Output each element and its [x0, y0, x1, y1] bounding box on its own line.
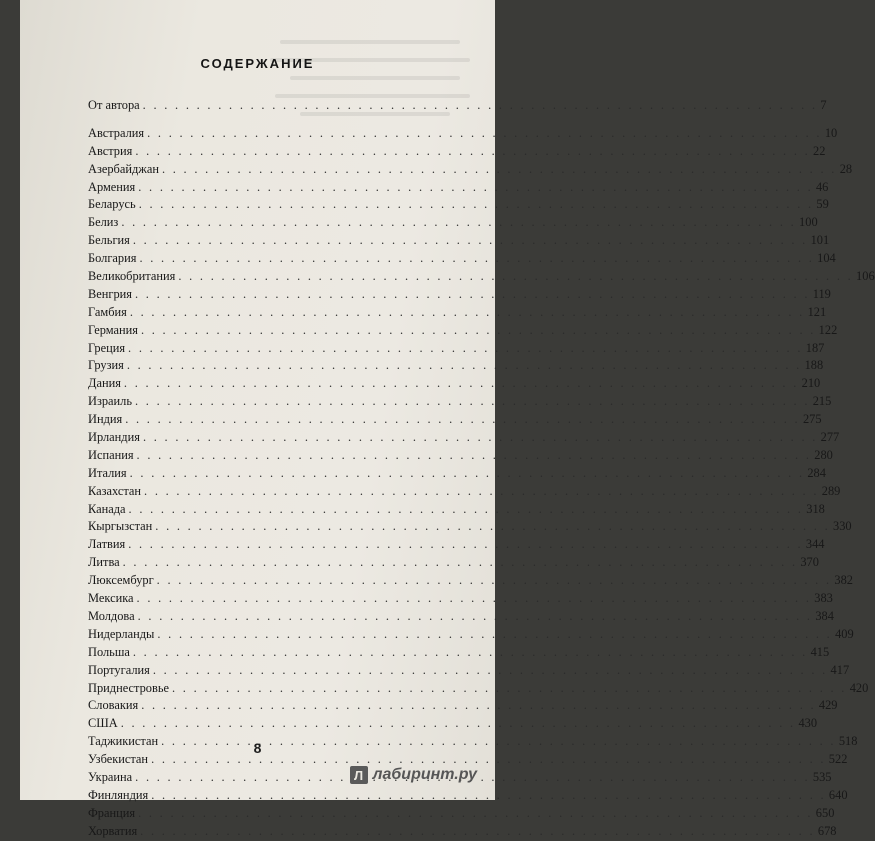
toc-entry-label: Венгрия [88, 286, 133, 301]
toc-entry[interactable] [88, 644, 830, 662]
toc-entry-page: 535 [812, 769, 832, 784]
toc-entry-page: 275 [802, 412, 822, 427]
toc-entry-page: 318 [806, 501, 825, 516]
dot-leader [157, 572, 832, 590]
toc-entry-page: 119 [812, 286, 831, 301]
labirint-watermark [350, 766, 477, 784]
dot-leader [121, 715, 796, 733]
dot-leader [153, 662, 828, 680]
toc-entry-page: 104 [817, 251, 836, 266]
dot-leader [157, 626, 832, 644]
dot-leader [127, 357, 802, 375]
dot-leader [124, 375, 799, 393]
toc-entry[interactable] [88, 518, 852, 536]
toc-entry-label: Белиз [88, 215, 119, 230]
dot-leader [135, 286, 810, 304]
toc-entry[interactable] [88, 465, 826, 483]
toc-entry-label: От автора [88, 98, 140, 112]
toc-entry-label: Люксембург [88, 573, 154, 588]
toc-entry[interactable] [88, 143, 826, 161]
dot-leader [141, 322, 816, 340]
dot-leader [155, 518, 830, 536]
toc-entry-label: Гамбия [88, 304, 127, 319]
toc-entry-page: 383 [814, 591, 833, 606]
toc-entry[interactable] [88, 823, 837, 841]
toc-entry[interactable] [88, 429, 840, 447]
dot-leader [128, 340, 803, 358]
toc-entry-page: 188 [804, 358, 824, 373]
toc-entry[interactable] [88, 232, 830, 250]
toc-entry-label: Канада [88, 501, 126, 516]
toc-entry-label: Молдова [88, 608, 135, 623]
toc-entry[interactable] [88, 286, 831, 304]
toc-entry-page: 522 [828, 752, 848, 767]
toc-entry-page: 415 [810, 644, 830, 659]
toc-entry[interactable] [88, 626, 854, 644]
toc-entry-label: Литва [88, 555, 120, 570]
toc-entry-page: 640 [828, 787, 848, 802]
toc-entry-label: Бельгия [88, 233, 130, 248]
toc-entry[interactable] [88, 322, 838, 340]
toc-entry-page: 382 [834, 573, 853, 588]
toc-entry[interactable] [88, 340, 825, 358]
toc-entry[interactable] [88, 554, 819, 572]
toc-entry-page: 187 [805, 340, 825, 355]
toc-entry-label: Казахстан [88, 483, 142, 498]
toc-entry-page: 678 [817, 823, 837, 838]
toc-entry-label: Украина [88, 769, 133, 784]
toc-entry-page: 430 [798, 716, 818, 731]
toc-entry-page: 370 [800, 555, 819, 570]
toc-entry-intro[interactable] [88, 97, 827, 115]
toc-entry[interactable] [88, 680, 869, 698]
toc-entry-label: Болгария [88, 251, 137, 266]
toc-entry-label: Австрия [88, 143, 133, 158]
toc-entry[interactable] [88, 196, 829, 214]
dot-leader [130, 304, 805, 322]
toc-entry[interactable] [88, 214, 818, 232]
toc-entry[interactable] [88, 697, 838, 715]
dot-leader [133, 232, 808, 250]
toc-entry[interactable] [88, 483, 841, 501]
toc-entry-label: Латвия [88, 537, 126, 552]
toc-entry-label: Италия [88, 465, 127, 480]
toc-entry-page: 106 [856, 269, 875, 284]
dot-leader [147, 125, 822, 143]
dot-leader [135, 143, 810, 161]
dot-leader [133, 644, 808, 662]
page-number: 8 [253, 740, 262, 756]
dot-leader [139, 250, 814, 268]
toc-entry-label: Ирландия [88, 430, 140, 445]
dot-leader [172, 680, 847, 698]
toc-entry[interactable] [88, 250, 836, 268]
toc-entry-page: 28 [839, 161, 853, 176]
toc-entry-label: Франция [88, 805, 136, 820]
toc-entry[interactable] [88, 536, 825, 554]
toc-entry[interactable] [88, 357, 824, 375]
toc-entry-label: Словакия [88, 698, 139, 713]
dot-leader [125, 411, 800, 429]
toc-entry-label: Кыргызстан [88, 519, 153, 534]
labirint-logo-icon: Л [350, 766, 368, 784]
dot-leader [162, 161, 837, 179]
toc-entry-label: Израиль [88, 394, 133, 409]
country-list [88, 125, 875, 841]
toc-entry-page: 284 [807, 465, 826, 480]
toc-entry-page: 330 [833, 519, 852, 534]
dot-leader [143, 429, 818, 447]
toc-entry-label: Финляндия [88, 787, 149, 802]
toc-entry-page: 518 [838, 734, 858, 749]
toc-entry-page: 277 [820, 430, 840, 445]
toc-entry[interactable] [88, 787, 848, 805]
toc-entry-label: Великобритания [88, 269, 176, 284]
toc-entry-page: 22 [813, 143, 826, 158]
toc-entry[interactable] [88, 411, 822, 429]
toc-entry-label: Нидерланды [88, 626, 155, 641]
toc-entry-page: 122 [818, 322, 838, 337]
toc-entry-page: 280 [814, 447, 833, 462]
dot-leader [137, 590, 812, 608]
toc-title: СОДЕРЖАНИЕ [200, 56, 315, 71]
toc-entry[interactable] [88, 447, 833, 465]
dot-leader [121, 214, 796, 232]
toc-entry-label: Португалия [88, 662, 150, 677]
dot-leader [138, 179, 813, 197]
table-of-contents [88, 97, 875, 841]
toc-entry-label: Германия [88, 322, 138, 337]
dot-leader [178, 268, 853, 286]
toc-entry[interactable] [88, 501, 825, 519]
section-gap [88, 115, 447, 125]
toc-entry[interactable] [88, 268, 875, 286]
dot-leader [123, 554, 798, 572]
toc-entry-page: 384 [815, 608, 834, 623]
dot-leader [140, 823, 815, 841]
dot-leader [143, 97, 818, 115]
toc-entry-page: 344 [805, 537, 825, 552]
toc-entry-page: 10 [824, 125, 838, 140]
toc-entry-label: Дания [88, 376, 121, 391]
toc-entry-page: 650 [815, 805, 835, 820]
dot-leader [138, 608, 813, 626]
toc-entry-page: 210 [801, 376, 821, 391]
dot-leader [137, 447, 812, 465]
toc-entry-label: Таджикистан [88, 734, 159, 749]
toc-entry-page: 417 [830, 662, 850, 677]
toc-entry[interactable] [88, 161, 853, 179]
toc-entry-label: Грузия [88, 358, 124, 373]
toc-entry[interactable] [88, 662, 850, 680]
toc-entry[interactable] [88, 805, 835, 823]
toc-entry-label: Польша [88, 644, 130, 659]
toc-entry-page: 420 [849, 680, 869, 695]
book-page [20, 0, 875, 838]
toc-entry-label: Испания [88, 447, 134, 462]
toc-entry-label: Австралия [88, 125, 145, 140]
toc-entry[interactable] [88, 715, 818, 733]
toc-entry-label: Армения [88, 179, 136, 194]
toc-entry-page: 121 [807, 304, 827, 319]
toc-entry-label: Мексика [88, 591, 134, 606]
toc-entry[interactable] [88, 608, 834, 626]
toc-entry-page: 409 [835, 626, 854, 641]
toc-entry-label: Азербайджан [88, 161, 159, 176]
toc-entry-page: 429 [818, 698, 838, 713]
dot-leader [139, 196, 814, 214]
toc-entry-page: 100 [799, 215, 818, 230]
toc-entry-label: Индия [88, 412, 123, 427]
toc-entry[interactable] [88, 304, 827, 322]
toc-entry-label: Узбекистан [88, 752, 149, 767]
toc-entry[interactable] [88, 125, 838, 143]
toc-entry-label: Беларусь [88, 197, 136, 212]
toc-entry[interactable] [88, 179, 829, 197]
toc-entry-label: Греция [88, 340, 126, 355]
toc-entry-page: 7 [820, 98, 827, 112]
toc-entry[interactable] [88, 590, 833, 608]
toc-entry-label: Хорватия [88, 823, 138, 838]
dot-leader [130, 465, 805, 483]
dot-leader [128, 536, 803, 554]
toc-entry-label: США [88, 716, 118, 731]
watermark-text: лабиринт.ру [372, 766, 477, 783]
dot-leader [141, 697, 816, 715]
dot-leader [129, 501, 804, 519]
toc-entry-page: 289 [821, 483, 841, 498]
toc-entry-page: 46 [815, 179, 829, 194]
dot-leader [144, 483, 819, 501]
dot-leader [138, 805, 813, 823]
toc-entry[interactable] [88, 572, 853, 590]
toc-entry[interactable] [88, 375, 821, 393]
toc-entry[interactable] [88, 393, 832, 411]
dot-leader [135, 393, 810, 411]
toc-entry-label: Приднестровье [88, 680, 169, 695]
toc-entry-page: 59 [816, 197, 829, 212]
toc-entry-page: 215 [812, 394, 832, 409]
toc-entry-page: 101 [810, 233, 830, 248]
dot-leader [151, 787, 826, 805]
